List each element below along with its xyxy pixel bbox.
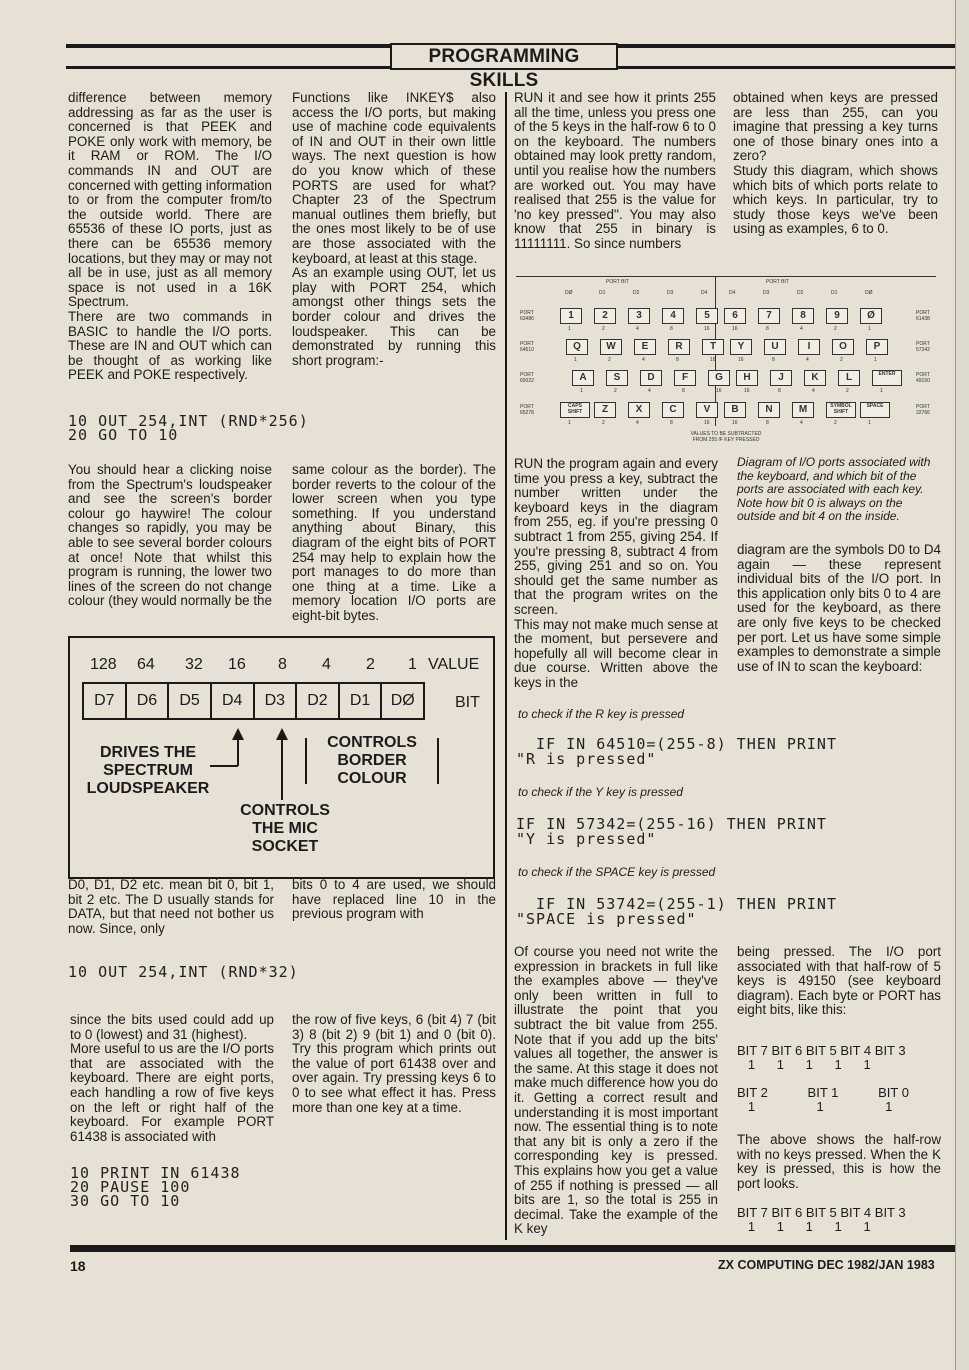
value-8: 8 xyxy=(278,656,287,673)
key-weight: 1 xyxy=(868,420,871,426)
port-bit-left: PORT BIT xyxy=(606,279,629,285)
keyboard-key: T xyxy=(702,339,724,355)
keyboard-key: SYMBOL SHIFT xyxy=(826,402,856,418)
keyboard-key: Q xyxy=(566,339,588,355)
key-weight: 2 xyxy=(608,357,611,363)
next-page-edge xyxy=(955,0,969,1370)
bit-cell: D7 xyxy=(84,684,127,718)
key-weight: 1 xyxy=(580,388,583,394)
key-weight: 4 xyxy=(636,420,639,426)
keyboard-key: L xyxy=(838,370,860,386)
key-weight: 1 xyxy=(880,388,883,394)
value-32: 32 xyxy=(185,656,203,673)
keyboard-key: M xyxy=(792,402,814,418)
keyboard-key: 9 xyxy=(826,308,848,324)
keyboard-port-diagram xyxy=(516,276,936,442)
key-weight: 8 xyxy=(670,326,673,332)
key-weight: 16 xyxy=(710,357,716,363)
right-port-label: PORT 49150 xyxy=(916,372,930,384)
keyboard-key: Ø xyxy=(860,308,882,324)
bit-head: D1 xyxy=(599,290,606,296)
keyboard-key: J xyxy=(770,370,792,386)
example-y-code: IF IN 57342=(255-16) THEN PRINT "Y is pressed" xyxy=(516,815,827,848)
value-16: 16 xyxy=(228,656,246,673)
keyboard-key: I xyxy=(798,339,820,355)
code-listing-1: 10 OUT 254,INT (RND*256) 20 GO TO 10 xyxy=(68,412,309,444)
port-bit-right: PORT BIT xyxy=(766,279,789,285)
column2-top-text: Functions like INKEY$ also access the I/O ports, but making use of machine code equivalents of IN and OUT in their own little ways. The next question is how do you know which of these PORTS are used for what? Chapter 23 of the Spectrum manual outlines them briefly, but the ones most likely to be of use are those associated with the keyboard, at least at this stage. As an example using OUT, let us play with PORT 254, which amongst other things sets the border colour and drives the loudspeaker. This can be demonstrated by running this short program:- xyxy=(292,90,496,368)
bit-label: BIT xyxy=(455,694,480,711)
bit-head: D1 xyxy=(831,290,838,296)
bit-head: DØ xyxy=(565,290,573,296)
key-weight: 1 xyxy=(874,357,877,363)
example-space-code: IF IN 53742=(255-1) THEN PRINT "SPACE is pressed" xyxy=(516,895,837,928)
column4-mid-text: diagram are the symbols D0 to D4 again — these represent individual bits of the I/O port. In this application only bits 0 to 4 are used for the keyboard, as there are only five keys to be checked per port. Let us have some simple examples to demonstrate a simple use of IN to scan the keyboard: xyxy=(737,542,941,674)
keyboard-key: N xyxy=(758,402,780,418)
key-weight: 2 xyxy=(602,326,605,332)
key-weight: 1 xyxy=(868,326,871,332)
port-254-bit-diagram xyxy=(68,636,495,879)
keyboard-key: H xyxy=(736,370,758,386)
column4-end-text: The above shows the half-row with no keys pressed. When the K key is pressed, this is how the port looks. xyxy=(737,1132,941,1191)
column-divider xyxy=(505,92,507,1240)
key-weight: 4 xyxy=(812,388,815,394)
keyboard-key: 5 xyxy=(696,308,718,324)
keyboard-key: C xyxy=(662,402,684,418)
key-weight: 16 xyxy=(744,388,750,394)
keyboard-key: O xyxy=(832,339,854,355)
key-weight: 16 xyxy=(732,420,738,426)
speaker-label: DRIVES THE SPECTRUM LOUDSPEAKER xyxy=(86,744,210,797)
bit-cell: DØ xyxy=(390,692,415,709)
bit-cell: D2 xyxy=(297,684,340,718)
right-port-label: PORT 61438 xyxy=(916,310,930,322)
key-weight: 2 xyxy=(846,388,849,394)
bit-cell: D1 xyxy=(340,684,383,718)
key-weight: 1 xyxy=(568,420,571,426)
column3-mid-text: RUN the program again and every time you press a key, subtract the number written under the keyboard keys in the diagram from 255, eg. if you're pressing 0 subtract 1 from 255, giving 254. If you're pressing 8, subtract 4 from 255, giving 251 and so on. You should get the same number as that the program writes on the screen. This may not make much sense at the moment, but persevere and hopefully all will become clear in due course. Written above the keys in the xyxy=(514,456,718,690)
key-weight: 16 xyxy=(732,326,738,332)
left-port-label: PORT 63486 xyxy=(520,310,534,322)
column4-bottom-text: being pressed. The I/O port associated with that half-row of 5 keys is 49150 (see keyboard diagram). Each byte or PORT has eight bits, like this: xyxy=(737,944,941,1018)
left-port-label: PORT 65278 xyxy=(520,404,534,416)
key-weight: 8 xyxy=(766,420,769,426)
bit-head: DØ xyxy=(865,290,873,296)
bit-head: D3 xyxy=(667,290,674,296)
right-port-label: PORT 57342 xyxy=(916,341,930,353)
left-port-label: PORT 64510 xyxy=(520,341,534,353)
keyboard-key: 1 xyxy=(560,308,582,324)
bit-head: D4 xyxy=(729,290,736,296)
bit-head: D4 xyxy=(701,290,708,296)
keyboard-key: 8 xyxy=(792,308,814,324)
key-weight: 4 xyxy=(642,357,645,363)
keyboard-key: 7 xyxy=(758,308,780,324)
key-weight: 16 xyxy=(738,357,744,363)
value-label: VALUE xyxy=(428,656,480,673)
keyboard-key: E xyxy=(634,339,656,355)
key-weight: 2 xyxy=(614,388,617,394)
code-listing-3: 10 PRINT IN 61438 20 PAUSE 100 30 GO TO 10 xyxy=(70,1164,241,1210)
bit-cell: D6 xyxy=(127,684,170,718)
key-weight: 4 xyxy=(806,357,809,363)
key-weight: 8 xyxy=(670,420,673,426)
example-r-code: IF IN 64510=(255-8) THEN PRINT "R is pressed" xyxy=(516,735,837,768)
magazine-issue: ZX COMPUTING DEC 1982/JAN 1983 xyxy=(718,1258,935,1272)
keyboard-key: D xyxy=(640,370,662,386)
key-weight: 16 xyxy=(704,420,710,426)
bit-cell: D3 xyxy=(255,684,298,718)
key-weight: 2 xyxy=(834,420,837,426)
value-1: 1 xyxy=(408,656,417,673)
section-title: PROGRAMMING SKILLS xyxy=(390,43,618,70)
column1-bottom-text: since the bits used could add up to 0 (lowest) and 31 (highest). More useful to us are the I/O ports that are associated with the keyboard. There are eight ports, each handling a row of five keys on the left or right half of the keyboard. For example PORT 61438 is associated with xyxy=(70,1012,274,1144)
key-weight: 8 xyxy=(676,357,679,363)
left-port-label: PORT 65022 xyxy=(520,372,534,384)
keyboard-key: X xyxy=(628,402,650,418)
keyboard-key: A xyxy=(572,370,594,386)
page-number: 18 xyxy=(70,1258,86,1274)
column4-top-text: obtained when keys are pressed are less than 255, can you imagine that pressing a key turns one of those binary ones into a zero? Study this diagram, which shows which bits of which ports relate to which keys. In particular, try to study those keys we've been using as examples, 6 to 0. xyxy=(733,90,938,237)
footer-rule xyxy=(70,1245,956,1252)
keyboard-key: SPACE xyxy=(860,402,890,418)
keyboard-key: Z xyxy=(594,402,616,418)
keyboard-key: F xyxy=(674,370,696,386)
column3-top-text: RUN it and see how it prints 255 all the time, unless you press one of the 5 keys in the half-row 6 to 0 on the keyboard. The numbers obtained may look pretty random, until you realise how the numbers are worked out. You may have realised that 255 is the value for 'no key pressed''. You may also know that 255 in binary is 11111111. So since numbers xyxy=(514,90,716,251)
bit-cell: D4 xyxy=(212,684,255,718)
bit-head: D2 xyxy=(797,290,804,296)
key-weight: 8 xyxy=(772,357,775,363)
bits-table-1: BIT 7 BIT 6 BIT 5 BIT 4 BIT 3 1 1 1 1 1 BIT 2 BIT 1 BIT 0 1 1 1 xyxy=(737,1043,909,1114)
keyboard-key: 3 xyxy=(628,308,650,324)
keyboard-key: Y xyxy=(730,339,752,355)
example-y-label: to check if the Y key is pressed xyxy=(518,785,683,799)
code-listing-2: 10 OUT 254,INT (RND*32) xyxy=(68,963,299,981)
column2-bottom-text: the row of five keys, 6 (bit 4) 7 (bit 3) 8 (bit 2) 9 (bit 1) and 0 (bit 0). Try this program which prints out the value of port 61438 over and over again. Try pressing keys 6 to 0 to see what effect it has. Press more than one key at a time. xyxy=(292,1012,496,1115)
keyboard-footnote: VALUES TO BE SUBTRACTED FROM 255 IF KEY PRESSED xyxy=(690,431,762,443)
keyboard-key: G xyxy=(708,370,730,386)
key-weight: 16 xyxy=(704,326,710,332)
key-weight: 1 xyxy=(574,357,577,363)
keyboard-key: S xyxy=(606,370,628,386)
column1-mid-text: You should hear a clicking noise from the Spectrum's loudspeaker and see the screen's border colour go haywire! The colour changes so rapidly, you may be able to see several border colours at once! Note that whilst this program is running, the lower two lines of the screen do not change colour (they would normally be the xyxy=(68,462,272,609)
example-r-label: to check if the R key is pressed xyxy=(518,707,685,721)
value-4: 4 xyxy=(322,656,331,673)
bits-table-2: BIT 7 BIT 6 BIT 5 BIT 4 BIT 3 1 1 1 1 1 xyxy=(737,1205,906,1234)
column1-after-diagram: D0, D1, D2 etc. mean bit 0, bit 1, bit 2 etc. The D usually stands for DATA, but that need not bother us now. Since, only xyxy=(68,877,274,936)
border-label: CONTROLS BORDER COLOUR xyxy=(327,734,417,787)
bit-head: D2 xyxy=(633,290,640,296)
value-2: 2 xyxy=(366,656,375,673)
keyboard-key: W xyxy=(600,339,622,355)
example-space-label: to check if the SPACE key is pressed xyxy=(518,865,716,879)
key-weight: 16 xyxy=(716,388,722,394)
column2-mid-text: same colour as the border). The border reverts to the colour of the lower screen when you type something. If you understand anything about Binary, this diagram of the eight bits of PORT 254 may help to explain how the port manages to do more than one thing at a time. Like a memory location I/O ports are eight-bit bytes. xyxy=(292,462,496,623)
key-weight: 2 xyxy=(840,357,843,363)
keyboard-key: R xyxy=(668,339,690,355)
column3-bottom-text: Of course you need not write the expression in brackets in full like the examples above — they've only been written in full to illustrate the point that you subtract the bit value from 255. Note that if you add up the bits' values all together, the answer is the same. At this stage it does not make much difference how you do it. Getting a correct result and understanding it is most important now. The essential thing is to note that any bit is only a zero if the corresponding key is pressed. This explains how you get a value of 255 if nothing is pressed — all bits are 1, so the total is 255 in decimal. Take the example of the K key xyxy=(514,944,718,1237)
keyboard-key: CAPS SHIFT xyxy=(560,402,590,418)
keyboard-key: K xyxy=(804,370,826,386)
keyboard-key: P xyxy=(866,339,888,355)
bit-head: D3 xyxy=(763,290,770,296)
value-128: 128 xyxy=(90,656,117,673)
column1-top-text: difference between memory addressing as far as the user is concerned is that PEEK and POKE only work with memory, be it RAM or ROM. The I/O commands IN and OUT are concerned with getting information to or from the computer from/to the outside world. There are 65536 of these IO ports, just as there can be 65536 memory locations, but they may or may not all be in use, just as all memory space is not used in a 16K Spectrum. There are two commands in BASIC to handle the I/O ports. These are IN and OUT which can be thought of as working like PEEK and POKE respectively. xyxy=(68,90,272,383)
value-64: 64 xyxy=(137,656,155,673)
key-weight: 4 xyxy=(648,388,651,394)
right-port-label: PORT 32766 xyxy=(916,404,930,416)
key-weight: 8 xyxy=(682,388,685,394)
key-weight: 2 xyxy=(834,326,837,332)
keyboard-key: 4 xyxy=(662,308,684,324)
key-weight: 4 xyxy=(800,420,803,426)
bit-cell: D5 xyxy=(169,684,212,718)
keyboard-key: U xyxy=(764,339,786,355)
keyboard-key: V xyxy=(696,402,718,418)
key-weight: 2 xyxy=(602,420,605,426)
keyboard-key: B xyxy=(724,402,746,418)
keyboard-key: 2 xyxy=(594,308,616,324)
key-weight: 4 xyxy=(800,326,803,332)
key-weight: 1 xyxy=(568,326,571,332)
key-weight: 8 xyxy=(766,326,769,332)
key-weight: 8 xyxy=(778,388,781,394)
keyboard-key: 6 xyxy=(724,308,746,324)
mic-label: CONTROLS THE MIC SOCKET xyxy=(240,802,330,855)
column2-after-diagram: bits 0 to 4 are used, we should have replaced line 10 in the previous program with xyxy=(292,877,496,922)
keyboard-diagram-caption: Diagram of I/O ports associated with the keyboard, and which bit of the ports are associated with each key. Note how bit 0 is always on the outside and bit 4 on the inside. xyxy=(737,455,931,523)
keyboard-key: ENTER xyxy=(872,370,902,386)
key-weight: 4 xyxy=(636,326,639,332)
